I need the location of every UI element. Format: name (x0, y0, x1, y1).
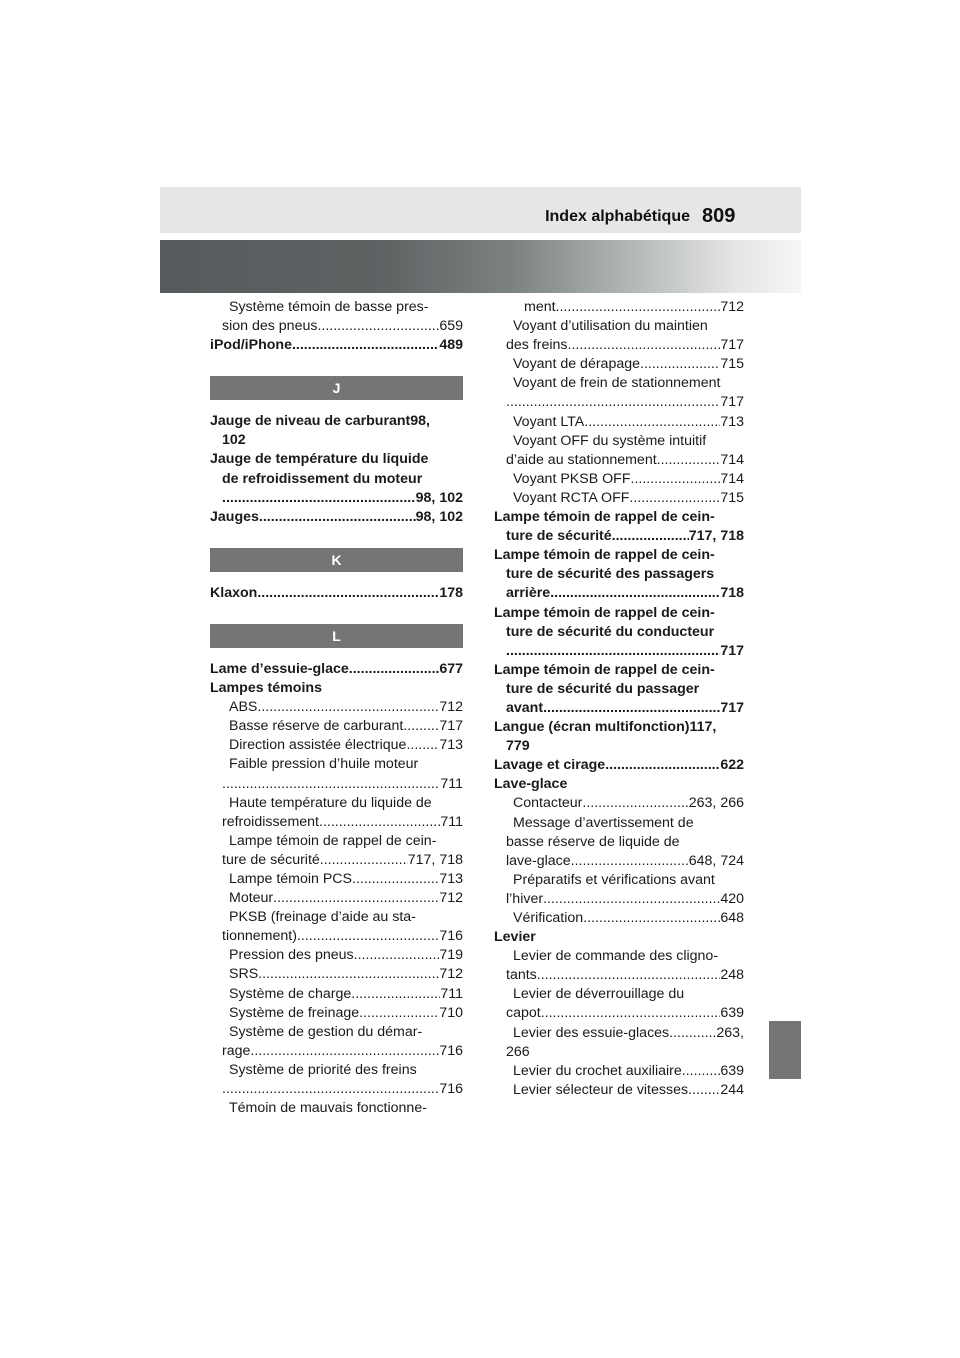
index-subentry-continued: ment ..... 712 (494, 298, 744, 317)
index-subentry: Voyant PKSB OFF ..... 714 (494, 470, 744, 489)
index-entry-continued: ture de sécurité des passagers (506, 566, 715, 583)
index-subentry: Système de freinage ..... 710 (210, 1004, 463, 1023)
index-subentry-continued: des freins ..... 717 (494, 336, 744, 355)
index-subentry: Basse réserve de carburant ..... 717 (210, 717, 463, 736)
index-subentry: Faible pression d’huile moteur (229, 756, 419, 773)
index-subentry: Haute température du liquide de (229, 794, 432, 811)
index-subentry: SRS ..... 712 (210, 965, 463, 984)
index-entry: Lampe témoin de rappel de cein- (494, 509, 715, 526)
letter-heading-l: L (210, 624, 463, 648)
index-subentry: Système de gestion du démar- (229, 1023, 423, 1040)
index-subentry: Lampe témoin de rappel de cein- (229, 832, 437, 849)
index-entry-continued: de refroidissement du moteur (222, 470, 423, 487)
index-subentry: Voyant d’utilisation du maintien (513, 318, 708, 335)
index-subentry: Lampe témoin PCS ..... 713 (210, 870, 463, 889)
index-subentry: ABS ..... 712 (210, 698, 463, 717)
index-subentry: Voyant de frein de stationnement (513, 375, 721, 392)
index-entry-continued: 102 (222, 432, 246, 449)
index-subentry-continued: basse réserve de liquide de (506, 833, 680, 850)
index-subentry: Levier de déverrouillage du (513, 986, 685, 1003)
index-entry: Lame d’essuie-glace ..... 677 (210, 660, 463, 679)
index-subentry-continued: capot ..... 639 (494, 1004, 744, 1023)
index-subentry: Direction assistée électrique ..... 713 (210, 736, 463, 755)
index-entry-continued: ..... 98, 102 (210, 489, 463, 508)
decorative-gradient-band (160, 240, 801, 293)
index-subentry: Témoin de mauvais fonctionne- (229, 1100, 427, 1117)
index-column-left (210, 298, 463, 1118)
header-bar (160, 187, 801, 233)
index-entry-continued: ture de sécurité ..... 717, 718 (494, 527, 744, 546)
index-subentry-continued: l’hiver ..... 420 (494, 890, 744, 909)
index-entry: Klaxon ..... 178 (210, 584, 463, 603)
index-entry-continued: ture de sécurité du passager (506, 680, 700, 697)
index-subentry-continued: ..... 716 (210, 1080, 463, 1099)
index-entry-continued: sion des pneus ..... 659 (210, 317, 463, 336)
index-subentry: Voyant OFF du système intuitif (513, 432, 707, 449)
header-title: Index alphabétique (545, 208, 690, 225)
index-entry: Langue (écran multifonction)117, (494, 719, 717, 736)
index-subentry-continued: ture de sécurité ..... 717, 718 (210, 851, 463, 870)
index-subentry-continued: tants ..... 248 (494, 966, 744, 985)
index-subentry-continued: lave-glace ..... 648, 724 (494, 852, 744, 871)
index-subentry-continued: refroidissement ..... 711 (210, 813, 463, 832)
index-entry-continued: 779 (506, 738, 530, 755)
index-subentry: Levier sélecteur de vitesses ..... 244 (494, 1081, 744, 1100)
index-column-right (494, 298, 744, 1100)
letter-heading-k: K (210, 548, 463, 572)
index-entry: Lampes témoins (210, 680, 322, 697)
index-entry-continued: arrière ..... 718 (494, 584, 744, 603)
index-subentry: Préparatifs et vérifications avant (513, 871, 715, 888)
index-subentry: PKSB (freinage d’aide au sta- (229, 909, 416, 926)
index-subentry: Levier de commande des cligno- (513, 948, 719, 965)
index-subentry-continued: rage ..... 716 (210, 1042, 463, 1061)
index-subentry-continued: 266 (506, 1043, 530, 1060)
index-entry: Jauges ..... 98, 102 (210, 508, 463, 527)
index-subentry-continued: ..... 717 (494, 393, 744, 412)
index-subentry: Levier des essuie-glaces ..... 263, (494, 1024, 744, 1043)
index-subentry: Moteur ..... 712 (210, 889, 463, 908)
index-subentry-continued: tionnement) ..... 716 (210, 927, 463, 946)
index-subentry: Voyant RCTA OFF ..... 715 (494, 489, 744, 508)
index-entry: Système témoin de basse pres- (229, 299, 429, 315)
index-subentry: Système de charge ..... 711 (210, 985, 463, 1004)
index-subentry: Vérification ..... 648 (494, 909, 744, 928)
index-entry: Lampe témoin de rappel de cein- (494, 604, 715, 621)
index-entry: Lavage et cirage ..... 622 (494, 756, 744, 775)
index-subentry: Message d’avertissement de (513, 814, 694, 831)
index-entry-continued: ..... 717 (494, 642, 744, 661)
page-number: 809 (702, 205, 736, 227)
index-entry: Lampe témoin de rappel de cein- (494, 547, 715, 564)
index-subentry: Système de priorité des freins (229, 1061, 417, 1078)
letter-heading-j: J (210, 376, 463, 400)
index-subentry: Contacteur ..... 263, 266 (494, 794, 744, 813)
index-subentry-continued: ..... 711 (210, 775, 463, 794)
index-subentry: Levier du crochet auxiliaire ..... 639 (494, 1062, 744, 1081)
index-entry: Jauge de niveau de carburant98, (210, 413, 430, 430)
section-thumb-tab (769, 1021, 801, 1079)
index-subentry-continued: d’aide au stationnement ..... 714 (494, 451, 744, 470)
index-entry: Lave-glace (494, 776, 568, 793)
index-subentry: Pression des pneus ..... 719 (210, 946, 463, 965)
index-entry: Levier (494, 929, 536, 946)
index-subentry: Voyant de dérapage ..... 715 (494, 355, 744, 374)
index-entry: iPod/iPhone ..... 489 (210, 336, 463, 355)
index-entry-continued: ture de sécurité du conducteur (506, 623, 715, 640)
index-subentry: Voyant LTA ..... 713 (494, 413, 744, 432)
index-entry-continued: avant ..... 717 (494, 699, 744, 718)
index-entry: Jauge de température du liquide (210, 451, 429, 468)
index-entry: Lampe témoin de rappel de cein- (494, 661, 715, 678)
